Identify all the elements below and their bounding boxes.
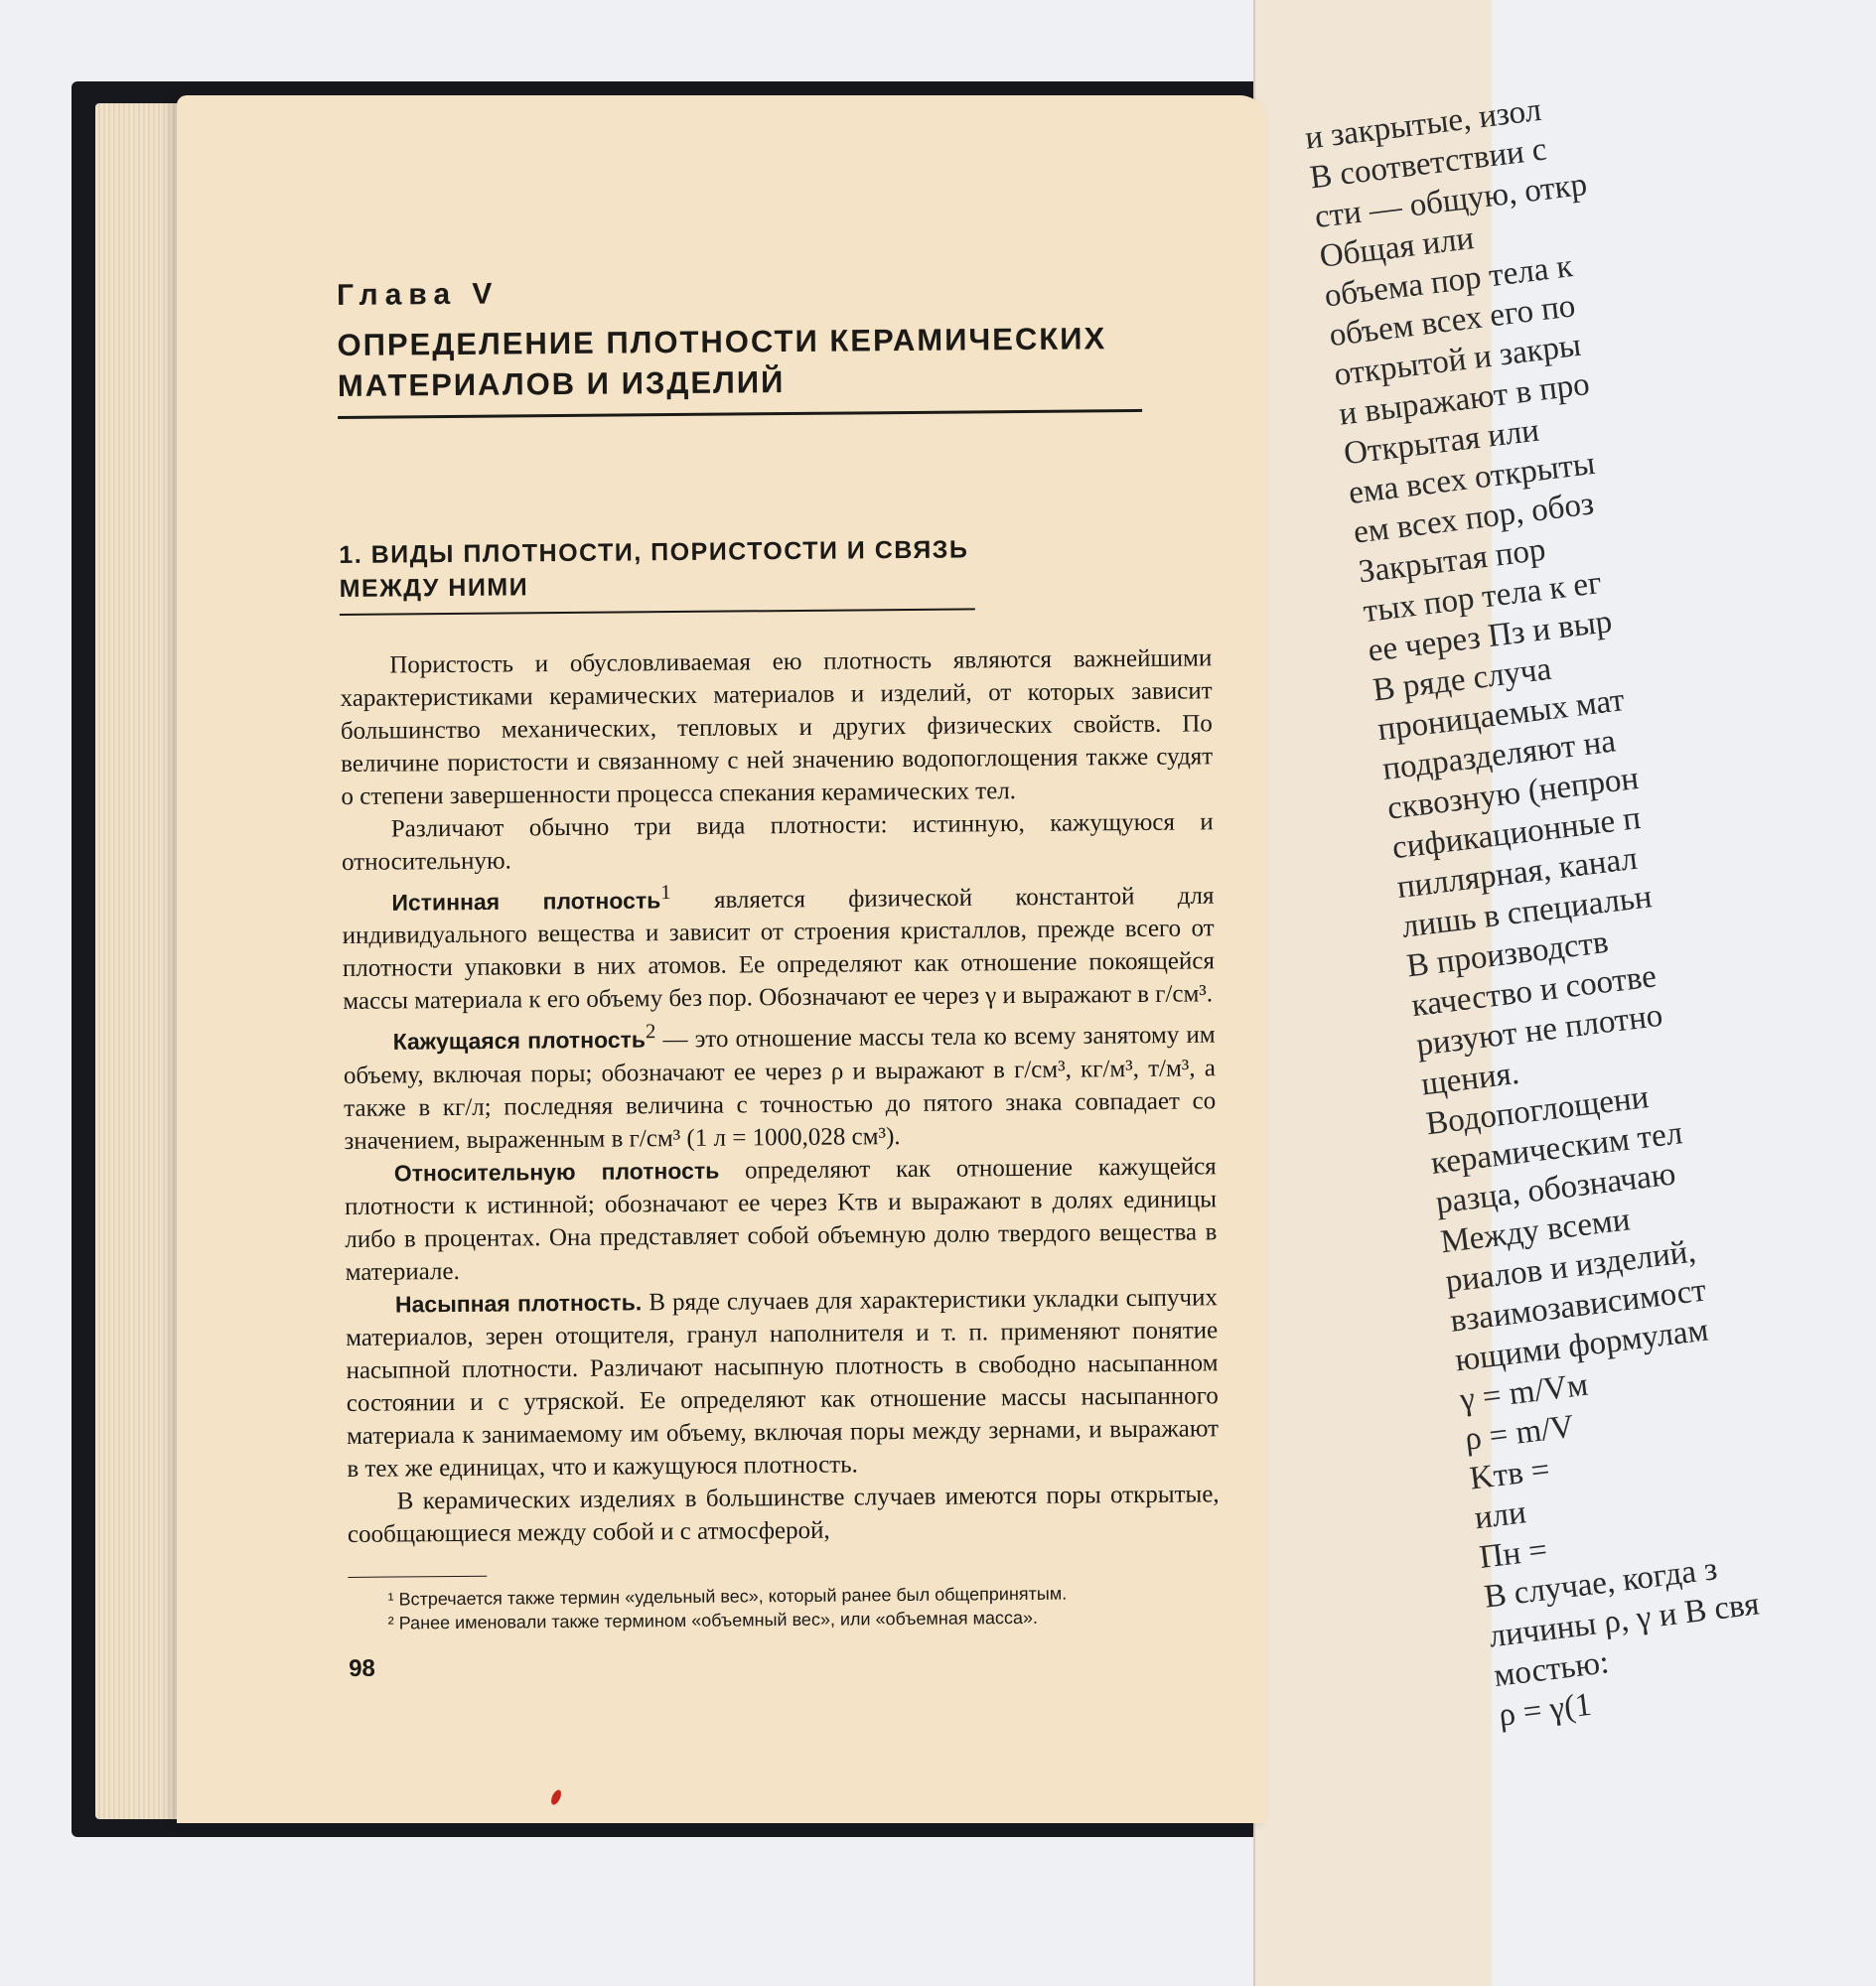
page-number: 98 (349, 1654, 375, 1682)
footnotes (348, 1580, 1220, 1635)
section-title: 1. ВИДЫ ПЛОТНОСТИ, ПОРИСТОСТИ И СВЯЗЬ МЕЖДУ НИМИ (339, 532, 975, 616)
paragraph-bulk-density (346, 1281, 1220, 1486)
left-page (177, 95, 1267, 1823)
footnote-divider (348, 1575, 487, 1577)
chapter-label: Глава V (336, 277, 500, 312)
text-apparent-density: — это отношение массы тела ко всему занятому им объему, включая поры; обозначают ее через ρ и выражают в г/см³, кг/м³, т/м³, а также в кг/л; последняя величина с точностью до пятого знака совпадает со значением, выраженным в г/см³ (1 л = 1000,028 см³). (343, 1021, 1217, 1155)
paragraph-density-types: Различают обычно три вида плотности: истинную, кажущуюся и относительную. (341, 808, 1214, 876)
footnote-mark-1: 1 (660, 880, 671, 905)
paragraph-relative-density (345, 1150, 1218, 1289)
body-text (340, 641, 1220, 1550)
term-bulk-density: Насыпная плотность. (394, 1289, 643, 1318)
footnote-1: ¹ Встречается также термин «удельный вес», который ранее был общепринятым. (387, 1583, 1068, 1610)
right-page-text: и закрытые, изол В соответствии с сти — общую, откр Общая или объема пор тела к объем всех его по открытой и закры и выражают в про Открытая или ема всех открыты ем всех пор, обоз Закрытая пор тых пор тела к ег ее через Пз и выр В ряде случа проницаемых мат подразделяют на сквозную (непрон сификационные п пиллярная, канал лишь в специальн В производств качество и соотве ризуют не плотно щения. Водопоглощени керамическим тел разца, обозначаю Между всеми риалов и изделий, взаимозависимост ющими формулам γ = m/Vм ρ = m/V Kтв = или Пн = В случае, когда з личины ρ, γ и В свя мостью: ρ = γ(1 (1303, 91, 1762, 1734)
paragraph-porosity: Пористость и обусловливаемая ею плотность являются важнейшими характеристиками керамических материалов и изделий, от которых зависит большинство механических, тепловых и других физических свойств. По величине пористости и связанному с ней значению водопоглощения также судят о степени завершенности процесса спекания керамических тел. (340, 644, 1214, 810)
paragraph-apparent-density (343, 1011, 1216, 1158)
chapter-title: ОПРЕДЕЛЕНИЕ ПЛОТНОСТИ КЕРАМИЧЕСКИХ МАТЕРИАЛОВ И ИЗДЕЛИЙ (337, 318, 1142, 419)
paragraph-open-pores: В керамических изделиях в большинстве случаев имеются поры открытые, сообщающиеся между собой и с атмосферой, (347, 1480, 1220, 1548)
text-relative-density: определяют как отношение кажущейся плотности к истинной; обозначают ее через Kтв и выражают в долях единицы либо в процентах. Она представляет собой объемную долю твердого вещества в материале. (344, 1152, 1218, 1286)
text-bulk-density: В ряде случаев для характеристики укладки сыпучих материалов, зерен отощителя, гранул наполнителя и т. п. применяют понятие насыпной плотности. Различают насыпную плотность в свободно насыпанном состоянии и с утряской. Ее определяют как отношение массы насыпанного материала к занимаемому им объему, включая поры между зернами, и выражают в тех же единицах, что и кажущуюся плотность. (346, 1283, 1220, 1483)
term-true-density: Истинная плотность (391, 887, 661, 916)
paragraph-true-density (342, 871, 1215, 1018)
text-true-density: является физической константой для индивидуального вещества и зависит от строения кристаллов, прежде всего от плотности упаковки в них атомов. Ее определяют как отношение покоящейся массы материала к его объему без пор. Обозначают ее через γ и выражают в г/см³. (342, 882, 1216, 1016)
red-ink-mark (549, 1788, 563, 1806)
page-content (336, 167, 1221, 1682)
footnote-2: ² Ранее именовали также термином «объемный вес», или «объемная масса». (387, 1607, 1039, 1633)
right-page (1253, 0, 1762, 1986)
term-relative-density: Относительную плотность (393, 1157, 720, 1187)
footnote-mark-2: 2 (645, 1019, 656, 1044)
term-apparent-density: Кажущаяся плотность (392, 1026, 647, 1056)
